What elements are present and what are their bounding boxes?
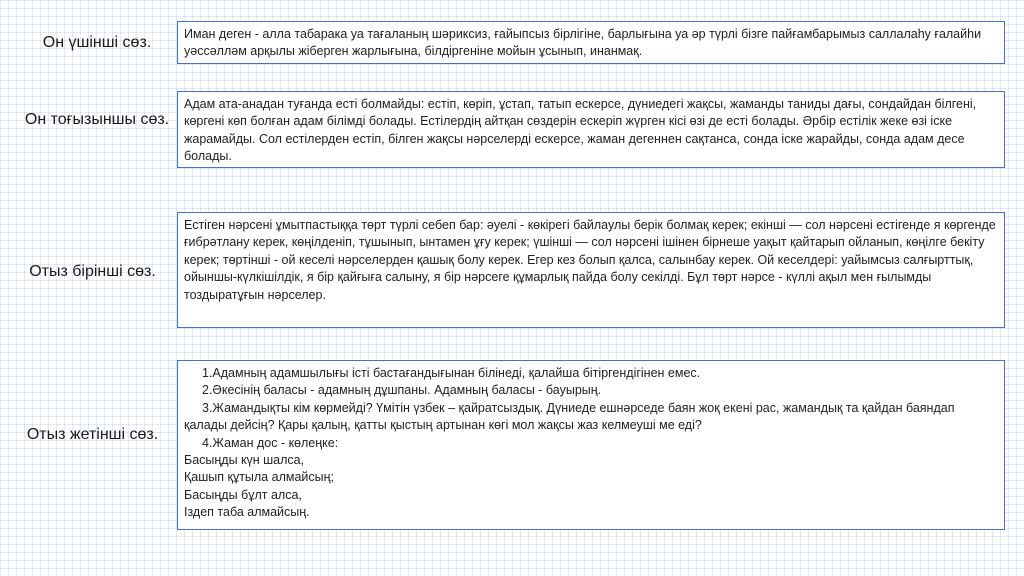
section-label-13: Он үшінші сөз. — [42, 34, 152, 51]
section-text-box-19 — [177, 91, 1005, 168]
section-paragraph: 4.Жаман дос - көлеңке: — [202, 435, 339, 450]
section-text-box-31 — [177, 212, 1005, 328]
section-text-box-37 — [177, 360, 1005, 530]
section-paragraph: Иман деген - алла табарака уа тағаланың шәриксиз, ғайыпсыз бірлігіне, барлығына уа әр түрлі бізге пайғамбарымыз саллалаһу ғалайһи уәссәлләм арқылы жіберген жарлығына, білдіргеніне мойын ұсынып, инанмақ. — [184, 27, 982, 59]
section-label-19: Он тоғызыншы сөз. — [24, 111, 170, 128]
section-paragraph: 3.Жамандықты кім көрмейді? Үмітін үзбек – қайратсыздық. Дүниеде ешнәрседе баян жоқ екені рас, жамандық та қайдан баяндап қалады дейсің? Қары қалың, қатты қыстың артынан көгі мол жақсы жаз келмеуші ме еді? — [184, 400, 955, 433]
poem-line: Басыңды күн шалса, — [184, 453, 305, 468]
section-label-37: Отыз жетінші сөз. — [26, 426, 159, 443]
section-paragraph: Естіген нәрсені ұмытпастыққа төрт түрлі себеп бар: әуелі - көкірегі байлаулы берік болмақ керек; екінші — сол нәрсені естігенде я көргенде ғибрәтлану керек, көңілденіп, тұшынып, ынтамен ұғу керек; үшінші — сол нәрсені ішінен бірнеше уақыт қайтарып ойланып, көңілге бекіту керек; төртінші - ой кеселі нәрселерден қашық болу керек. Егер кез болып қалса, салынбау керек. Ой кеселдері: уайымсыз салғырттық, ойыншы-күлкішілдік, я бір қайғыға салыну, я бір нәрсеге құмарлық пайда болу секілді. Бұл төрт нәрсе - күллі ақыл мен ғылымды тоздыратұғын нәрселер. — [184, 218, 996, 302]
section-paragraph: Адам ата-анадан туғанда есті болмайды: естіп, көріп, ұстап, татып ескерсе, дүниедегі жақсы, жаманды таниды дағы, сондайдан білгені, көргені көп болған адам білімді болады. Естілердің айтқан сөздерін ескеріп жүрген кісі өзі де есті болады. Әрбір естілік жеке өзі іске жарамайды. Сол естілерден естіп, білген жақсы нәрселерді ескерсе, жаман дегеннен сақтанса, сонда іске жарайды, сонда адам десе болады. — [184, 97, 977, 164]
section-paragraph: 1.Адамның адамшылығы істі бастағандығынан білінеді, қалайша бітіргендігінен емес. — [202, 366, 701, 380]
section-text-box-13 — [177, 21, 1005, 64]
poem-line: Қашып құтыла алмайсың; — [184, 470, 335, 485]
poem-line: Іздеп таба алмайсың. — [184, 505, 310, 520]
poem-line: Басыңды бұлт алса, — [184, 487, 302, 502]
section-label-31: Отыз бірінші сөз. — [29, 263, 156, 280]
section-paragraph: 2.Әкесінің баласы - адамның дұшпаны. Адамның баласы - бауырың. — [202, 383, 602, 398]
